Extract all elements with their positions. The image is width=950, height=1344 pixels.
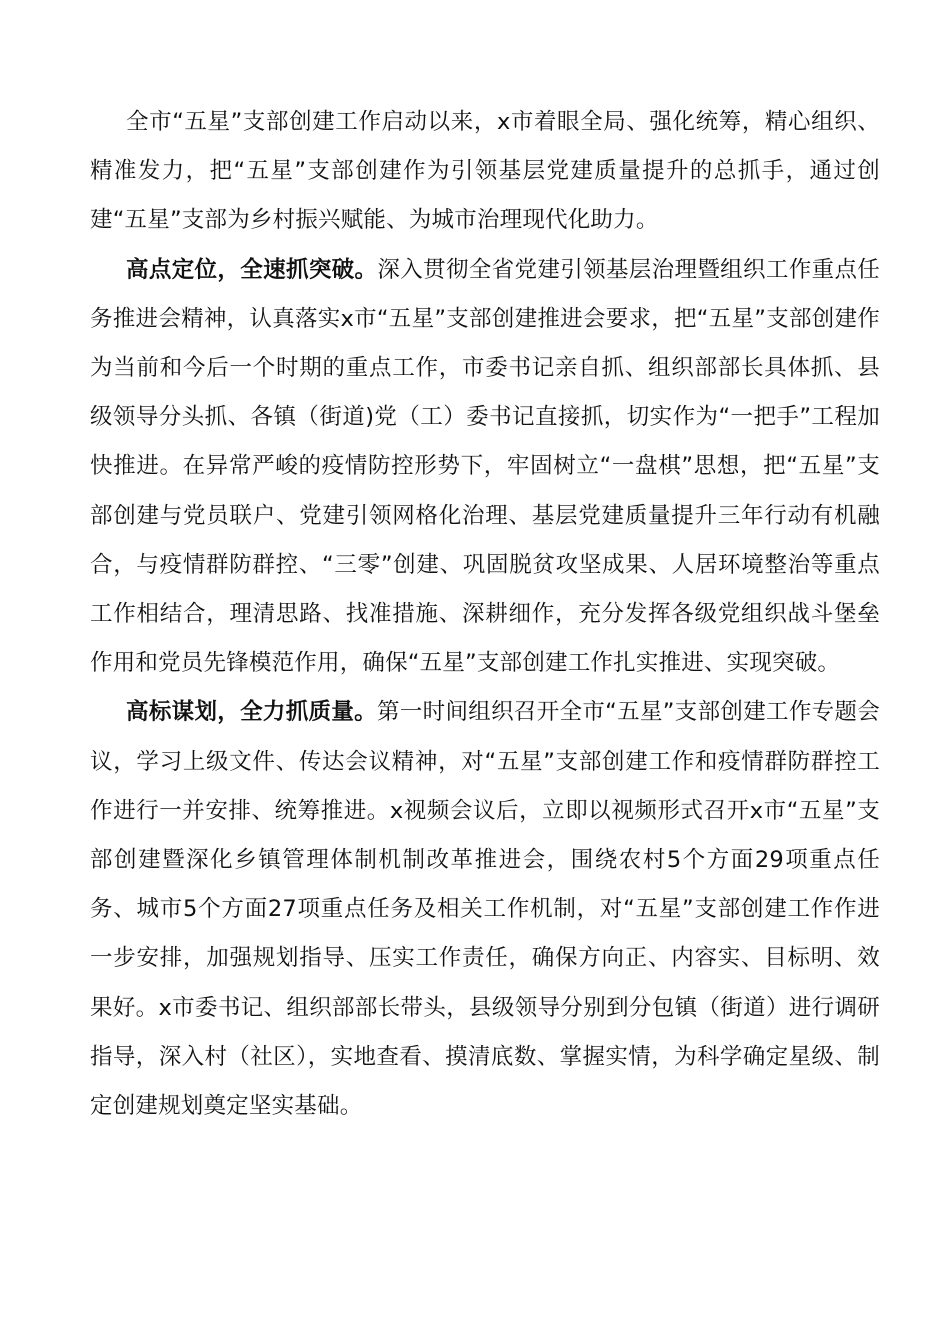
paragraph-lead: 高标谋划，全力抓质量。: [126, 699, 377, 726]
paragraph-text: 第一时间组织召开全市“五星”支部创建工作专题会议，学习上级文件、传达会议精神，对“五星”支部创建工作和疫情群防群控工作进行一并安排、统筹推进。x视频会议后，立即以视频形式召开x市“五星”支部创建暨深化乡镇管理体制机制改革推进会，围绕农村5个方面29项重点任务、城市5个方面27项重点任务及相关工作机制，对“五星”支部创建工作作进一步安排，加强规划指导、压实工作责任，确保方向正、内容实、目标明、效果好。x市委书记、组织部部长带头，县级领导分别到分包镇（街道）进行调研指导，深入村（社区），实地查看、摸清底数、掌握实情，为科学确定星级、制定创建规划奠定坚实基础。: [90, 699, 880, 1120]
paragraph-intro: [90, 98, 880, 246]
paragraph-planning: [90, 688, 880, 1131]
document-body: [90, 98, 880, 1131]
paragraph-lead: 高点定位，全速抓突破。: [126, 256, 378, 283]
paragraph-text: 全市“五星”支部创建工作启动以来，x市着眼全局、强化统筹，精心组织、精准发力，把“五星”支部创建作为引领基层党建质量提升的总抓手，通过创建“五星”支部为乡村振兴赋能、为城市治理现代化助力。: [90, 109, 880, 234]
paragraph-text: 深入贯彻全省党建引领基层治理暨组织工作重点任务推进会精神，认真落实x市“五星”支部创建推进会要求，把“五星”支部创建作为当前和今后一个时期的重点工作，市委书记亲自抓、组织部部长具体抓、县级领导分头抓、各镇（街道)党（工）委书记直接抓，切实作为“一把手”工程加快推进。在异常严峻的疫情防控形势下，牢固树立“一盘棋”思想，把“五星”支部创建与党员联户、党建引领网格化治理、基层党建质量提升三年行动有机融合，与疫情群防群控、“三零”创建、巩固脱贫攻坚成果、人居环境整治等重点工作相结合，理清思路、找准措施、深耕细作，充分发挥各级党组织战斗堡垒作用和党员先锋模范作用，确保“五星”支部创建工作扎实推进、实现突破。: [90, 256, 881, 677]
paragraph-positioning: [90, 246, 880, 689]
